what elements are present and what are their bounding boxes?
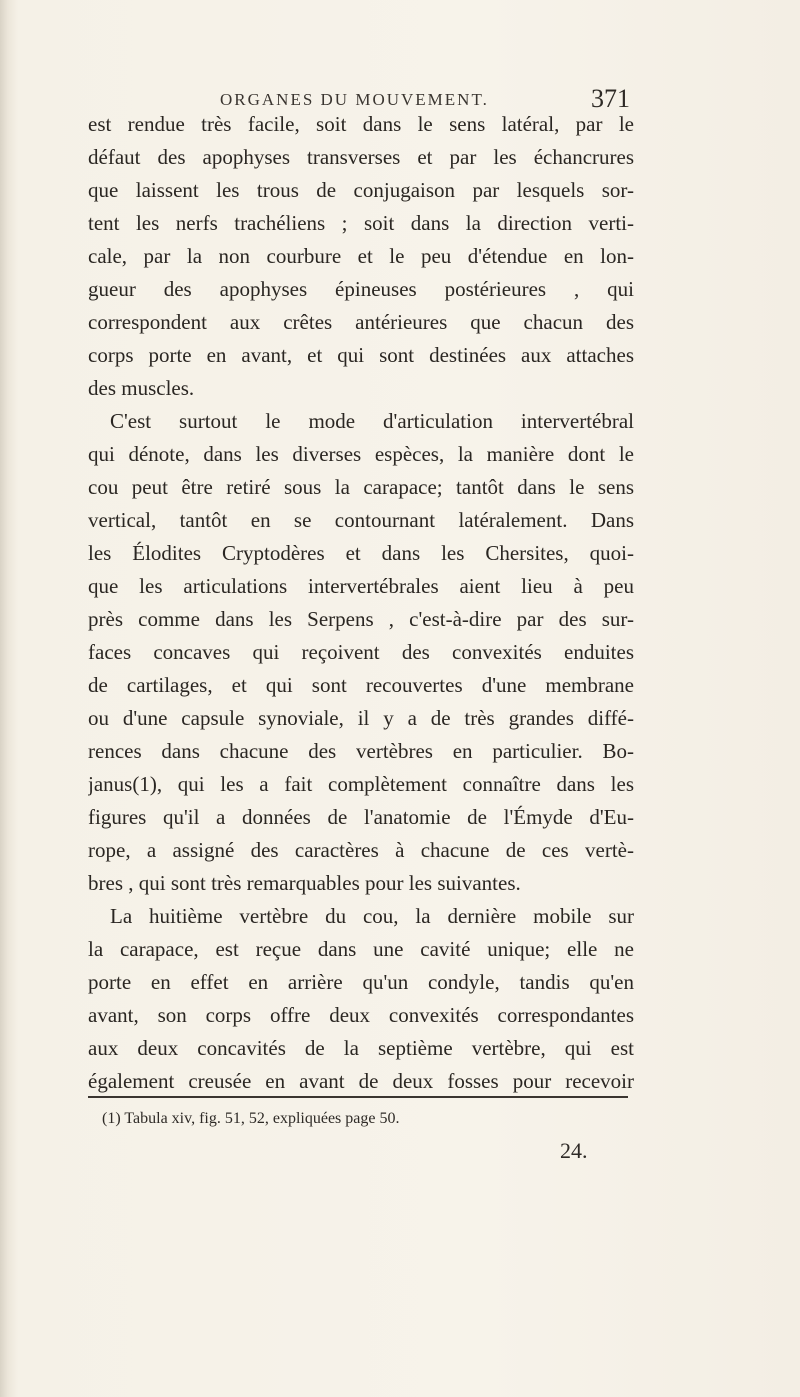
text-line: près comme dans les Serpens , c'est-à-dire par des sur-: [88, 607, 634, 631]
footnote-divider: [88, 1096, 628, 1098]
text-line: cou peut être retiré sous la carapace; tantôt dans le sens: [88, 475, 634, 499]
text-line: des muscles.: [88, 376, 195, 400]
text-line: aux deux concavités de la septième vertèbre, qui est: [88, 1036, 634, 1060]
text-line: faces concaves qui reçoivent des convexités enduites: [88, 640, 634, 664]
footnote: (1) Tabula xiv, fig. 51, 52, expliquées page 50.: [102, 1110, 400, 1127]
text-line: que laissent les trous de conjugaison par lesquels sor-: [88, 178, 634, 202]
text-line: que les articulations intervertébrales aient lieu à peu: [88, 574, 634, 598]
page-number: 371: [591, 84, 630, 113]
text-line: La huitième vertèbre du cou, la dernière mobile sur: [110, 904, 634, 928]
text-line: porte en effet en arrière qu'un condyle, tandis qu'en: [88, 970, 634, 994]
text-line: vertical, tantôt en se contournant latéralement. Dans: [88, 508, 634, 532]
text-line: gueur des apophyses épineuses postérieures , qui: [88, 277, 634, 301]
text-line: janus(1), qui les a fait complètement connaître dans les: [88, 772, 634, 796]
text-line: correspondent aux crêtes antérieures que chacun des: [88, 310, 634, 334]
text-line: la carapace, est reçue dans une cavité unique; elle ne: [88, 937, 634, 961]
body-text: [88, 108, 634, 1098]
text-line: également creusée en avant de deux fosses pour recevoir: [88, 1069, 634, 1093]
text-line: défaut des apophyses transverses et par les échancrures: [88, 145, 634, 169]
text-line: les Élodites Cryptodères et dans les Chersites, quoi-: [88, 541, 634, 565]
text-line: figures qu'il a données de l'anatomie de l'Émyde d'Eu-: [88, 805, 634, 829]
text-line: de cartilages, et qui sont recouvertes d'une membrane: [88, 673, 634, 697]
text-line: tent les nerfs trachéliens ; soit dans la direction verti-: [88, 211, 634, 235]
text-line: corps porte en avant, et qui sont destinées aux attaches: [88, 343, 634, 367]
signature-mark: 24.: [560, 1138, 588, 1163]
text-line: qui dénote, dans les diverses espèces, la manière dont le: [88, 442, 634, 466]
running-head-title: ORGANES DU MOUVEMENT.: [220, 90, 489, 109]
text-line: C'est surtout le mode d'articulation intervertébral: [110, 409, 634, 433]
text-line: bres , qui sont très remarquables pour les suivantes.: [88, 871, 521, 895]
text-line: ou d'une capsule synoviale, il y a de très grandes diffé-: [88, 706, 634, 730]
text-line: cale, par la non courbure et le peu d'étendue en lon-: [88, 244, 634, 268]
text-line: rences dans chacune des vertèbres en particulier. Bo-: [88, 739, 634, 763]
text-line: rope, a assigné des caractères à chacune de ces vertè-: [88, 838, 634, 862]
text-line: est rendue très facile, soit dans le sens latéral, par le: [88, 112, 634, 136]
text-line: avant, son corps offre deux convexités correspondantes: [88, 1003, 634, 1027]
